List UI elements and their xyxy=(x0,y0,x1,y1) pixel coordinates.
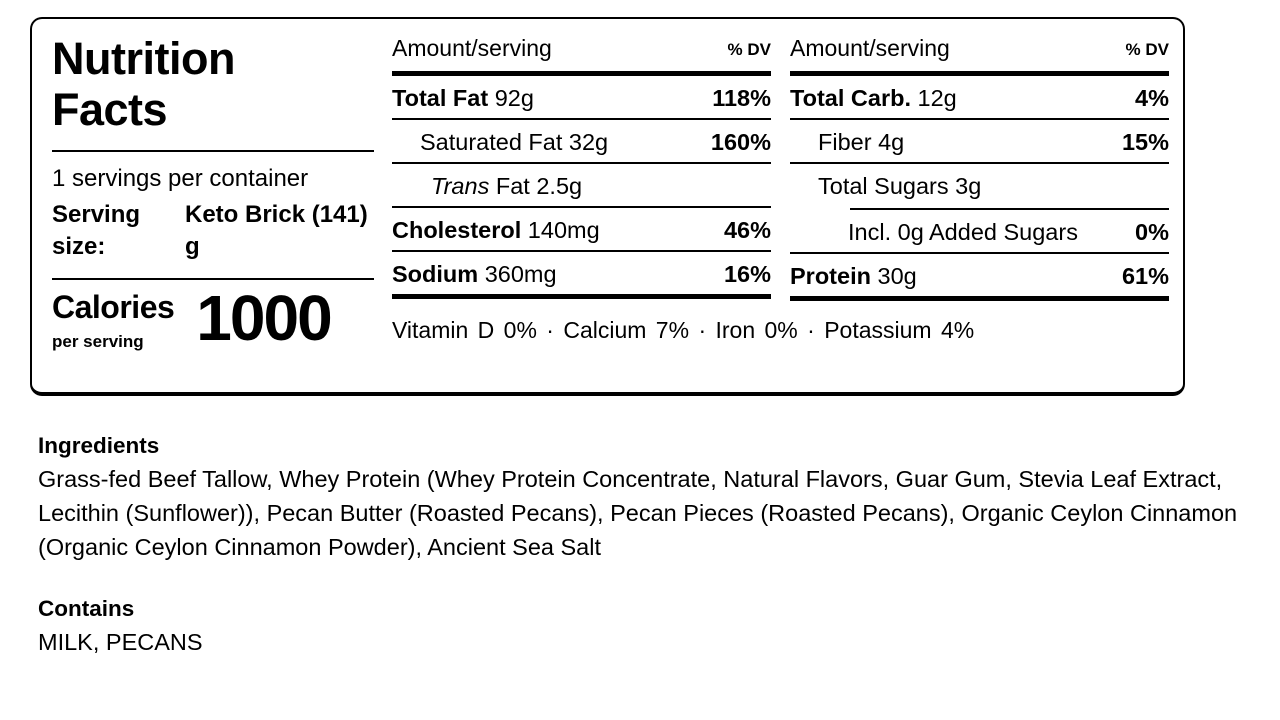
panel-title: Nutrition Facts xyxy=(52,33,235,135)
nutrient-name-bold: Total Carb. xyxy=(790,85,911,111)
serving-size-row xyxy=(52,199,376,263)
nutrient-name-plain: 12g xyxy=(911,85,957,111)
nutrient-name-plain: 92g xyxy=(488,85,534,111)
nutrient-name xyxy=(392,85,534,111)
nutrient-name-bold: Cholesterol xyxy=(392,217,522,243)
calories-sublabel: per serving xyxy=(52,332,144,351)
percent-dv-header: % DV xyxy=(727,40,771,59)
nutrient-dv-value: 0% xyxy=(1135,219,1169,245)
nutrient-row-saturated-fat xyxy=(392,120,771,164)
contains-heading: Contains xyxy=(38,596,135,621)
nutrient-row-total-sugars xyxy=(790,164,1169,208)
fat-column xyxy=(392,31,771,301)
amount-per-serving-header: Amount/serving xyxy=(790,35,950,61)
nutrient-dv-value: 16% xyxy=(723,261,771,287)
nutrient-name: Fiber 4g xyxy=(818,129,905,155)
serving-size-label: Serving size: xyxy=(52,201,141,260)
serving-size-divider xyxy=(52,278,374,280)
nutrient-dv-value: 118% xyxy=(712,85,771,111)
nutrient-dv-value: 61% xyxy=(1121,263,1169,289)
ingredients-text: Grass-fed Beef Tallow, Whey Protein (Whey Protein Concentrate, Natural Flavors, Guar Gum, Stevia Leaf Extract, Lecithin (Sunflower)), Pecan Butter (Roasted Pecans), Pecan Pieces (Roasted Pecans), Organic Ceylon Cinnamon (Organic Ceylon Cinnamon Powder), Ancient Sea Salt xyxy=(38,466,1238,560)
nutrition-facts-panel xyxy=(30,17,1185,396)
nutrient-row-fiber xyxy=(790,120,1169,164)
nutrient-row-total-carb xyxy=(790,76,1169,120)
nutrient-name-bold: Protein xyxy=(790,263,871,289)
nutrient-dv-value: 4% xyxy=(1135,85,1169,111)
nutrient-name xyxy=(392,261,557,287)
servings-per-container: 1 servings per container xyxy=(52,165,309,192)
nutrient-row-added-sugars xyxy=(790,210,1169,254)
amount-per-serving-header: Amount/serving xyxy=(392,35,552,61)
nutrient-name-bold: Total Fat xyxy=(392,85,489,111)
nutrient-row-protein xyxy=(790,254,1169,301)
nutrient-row-total-fat xyxy=(392,76,771,120)
nutrient-columns xyxy=(392,31,1169,392)
micronutrients-line: Vitamin D 0% · Calcium 7% · Iron 0% · Potassium 4% xyxy=(392,317,975,343)
calories-label-block xyxy=(52,289,174,352)
calories-label: Calories xyxy=(52,289,175,325)
nutrient-name-plain: 30g xyxy=(870,263,917,289)
ingredients-heading: Ingredients xyxy=(38,433,160,458)
calories-value: 1000 xyxy=(196,282,331,354)
nutrient-name xyxy=(790,263,917,289)
carb-column-header xyxy=(790,31,1169,76)
nutrient-name-italic: Trans xyxy=(431,173,490,199)
nutrient-row-cholesterol xyxy=(392,208,771,252)
nutrient-dv-value: 46% xyxy=(723,217,771,243)
carb-column xyxy=(790,31,1169,301)
nutrient-dv-value: 15% xyxy=(1121,129,1169,155)
nutrient-columns-top xyxy=(392,31,1169,301)
nutrient-name-plain: Fat 2.5g xyxy=(489,173,583,199)
calories-row xyxy=(52,282,376,354)
nutrient-row-sodium xyxy=(392,252,771,299)
contains-text: MILK, PECANS xyxy=(38,629,203,655)
nutrient-name xyxy=(790,85,957,111)
panel-left-column xyxy=(52,31,376,392)
nutrient-name xyxy=(392,173,582,199)
nutrient-name-plain: 140mg xyxy=(521,217,600,243)
contains-section xyxy=(38,594,1243,659)
percent-dv-header: % DV xyxy=(1125,40,1169,59)
nutrient-row-trans-fat xyxy=(392,164,771,208)
nutrient-name-bold: Sodium xyxy=(392,261,479,287)
ingredients-section xyxy=(38,431,1243,564)
nutrient-dv-value: 160% xyxy=(710,129,771,155)
nutrient-name: Incl. 0g Added Sugars xyxy=(848,219,1078,245)
nutrient-name-plain: 360mg xyxy=(478,261,557,287)
nutrient-name xyxy=(392,217,600,243)
fat-column-header xyxy=(392,31,771,76)
nutrient-name: Saturated Fat 32g xyxy=(420,129,609,155)
nutrient-name: Total Sugars 3g xyxy=(818,173,982,199)
serving-size-value: Keto Brick (141) g xyxy=(185,201,368,260)
title-divider xyxy=(52,150,374,152)
